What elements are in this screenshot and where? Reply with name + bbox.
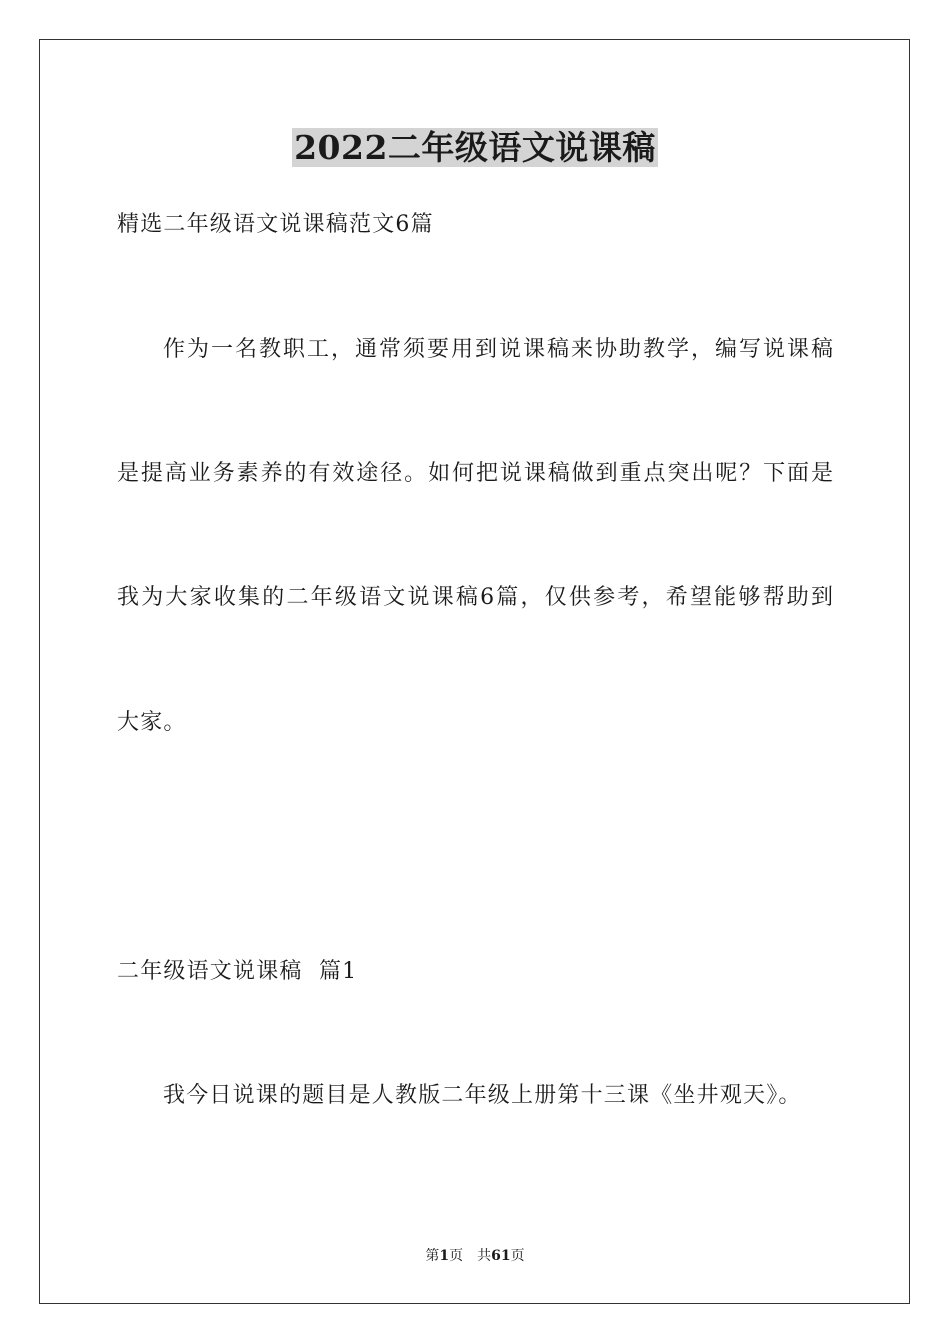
section-heading: 二年级语文说课稿 篇1 — [117, 959, 358, 984]
section-paragraph-line-1: 我今日说课的题目是人教版二年级上册第十三课《坐井观天》。 — [163, 1083, 802, 1108]
intro-paragraph-line-1: 作为一名教职工，通常须要用到说课稿来协助教学，编写说课稿 — [163, 337, 833, 362]
footer-page-total: 61 — [491, 1248, 511, 1264]
footer-page-prefix: 第 — [425, 1248, 440, 1264]
document-title — [0, 126, 950, 170]
intro-paragraph-line-2: 是提高业务素养的有效途径。如何把说课稿做到重点突出呢？下面是 — [117, 461, 833, 486]
footer-page-unit: 页 — [449, 1248, 464, 1264]
intro-paragraph-line-4: 大家。 — [117, 710, 187, 735]
document-subtitle: 精选二年级语文说课稿范文6篇 — [117, 212, 434, 237]
footer-page-current: 1 — [439, 1248, 450, 1264]
page-footer — [0, 1246, 950, 1266]
document-title-text: 2022二年级语文说课稿 — [294, 128, 656, 167]
intro-paragraph-line-3: 我为大家收集的二年级语文说课稿6篇，仅供参考，希望能够帮助到 — [117, 585, 833, 610]
footer-total-prefix: 共 — [477, 1248, 492, 1264]
footer-total-unit: 页 — [510, 1248, 525, 1264]
